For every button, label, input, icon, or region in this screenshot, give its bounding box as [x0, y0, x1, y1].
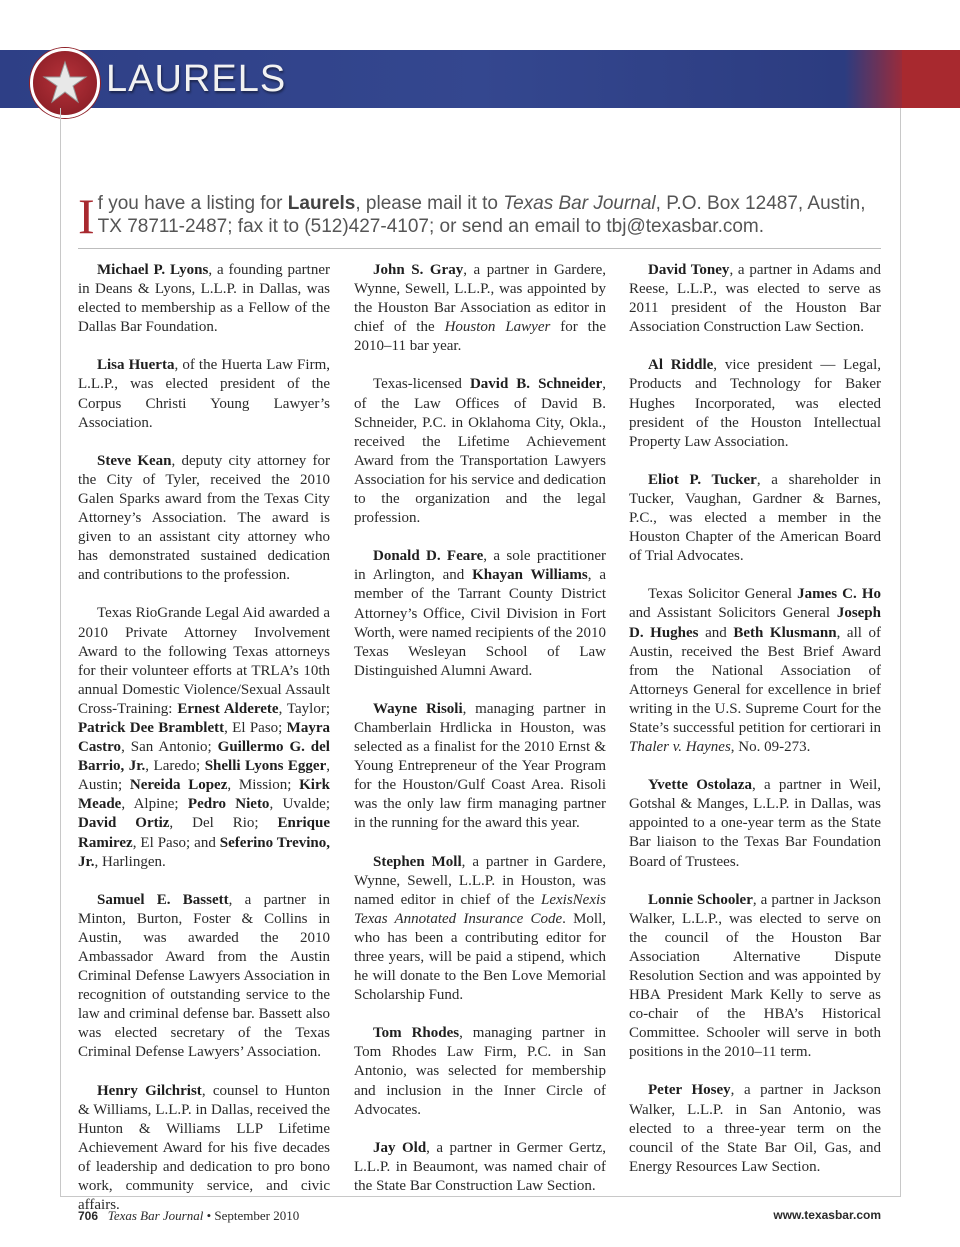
intro-text-3: , P.O. Box 12487, Austin, TX 78711-2487; fax it to (512)427-4107; or send an email to tbj@texasbar.com.	[97, 193, 866, 237]
item-text: Texas-licensed	[373, 376, 470, 393]
person-name: Enrique Ramirez	[78, 815, 330, 851]
person-name: Kirk Meade	[78, 777, 330, 813]
drop-cap: I	[78, 188, 95, 244]
person-name: Jay Old	[373, 1139, 427, 1156]
person-name: Khayan Williams	[472, 567, 588, 584]
footer-separator: •	[203, 1208, 215, 1223]
item-text: , vice president — Legal, Products and Technology for Baker Hughes Incorporated, was elected president of the Houston Intellectual Property Law Association.	[629, 357, 881, 450]
star-seal-icon	[30, 48, 100, 118]
intro-bold: Laurels	[287, 193, 356, 214]
person-name: Eliot P. Tucker	[648, 471, 757, 488]
person-name: Al Riddle	[648, 357, 714, 374]
item-text: and Assistant Solicitors General	[629, 605, 837, 622]
person-name: Nereida Lopez	[129, 777, 228, 794]
person-name: Lisa Huerta	[97, 357, 175, 374]
footer-left	[78, 1208, 299, 1224]
footer-date: September 2010	[214, 1208, 300, 1223]
laurel-item	[354, 547, 606, 681]
page-number: 706	[78, 1209, 99, 1223]
item-text: , Uvalde;	[269, 796, 330, 813]
person-name: Mayra Castro	[78, 719, 330, 756]
footer-journal: Texas Bar Journal	[107, 1208, 204, 1223]
person-name: David B. Schneider	[469, 376, 603, 393]
person-name: Tom Rhodes	[373, 1025, 460, 1042]
item-text: , a partner in Jackson Walker, L.L.P. in San Antonio, was elected to a three-year term on the council of the State Bar Oil, Gas, and Energy Resources Law Section.	[629, 1082, 881, 1175]
laurel-item	[78, 452, 330, 586]
laurel-item	[629, 261, 881, 337]
laurel-item	[629, 356, 881, 451]
item-text: , a founding partner in Deans & Lyons, L.L.P. in Dallas, was elected to membership as a Fellow of the Dallas Bar Foundation.	[78, 262, 330, 336]
intro-text-2: , please mail it to	[355, 193, 504, 214]
person-name: John S. Gray	[373, 262, 464, 278]
item-text: , Laredo;	[145, 758, 205, 775]
person-name: Seferino Trevino, Jr.	[78, 834, 331, 870]
laurel-item	[78, 891, 330, 1063]
person-name: Ernest Alderete	[177, 700, 279, 717]
laurel-item	[354, 375, 606, 528]
section-title: LAURELS	[106, 58, 287, 100]
item-text: , Austin;	[78, 758, 330, 794]
item-text: , Del Rio;	[169, 815, 278, 832]
column-2	[354, 261, 606, 1215]
item-text: and	[698, 624, 734, 641]
item-text: , all of Austin, received the Best Brief Award from the National Association of Attorneys General for excellence in brief writing in the U.S. Supreme Court for the State’s successful petition for certiorari in	[629, 624, 881, 736]
person-name: Michael P. Lyons	[97, 262, 209, 278]
person-name: Samuel E. Bassett	[97, 891, 229, 908]
laurel-item	[354, 700, 606, 834]
italic-title: Houston Lawyer	[444, 319, 551, 336]
item-text: , of the Huerta Law Firm, L.L.P., was elected president of the Corpus Christi Young Lawyer’s Association.	[78, 357, 330, 431]
item-text: , a partner in Weil, Gotshal & Manges, L.L.P. in Dallas, was appointed to a one-year term as the State Bar liaison to the Texas Bar Foundation Board of Trustees.	[629, 777, 881, 870]
item-text: , Taylor;	[278, 700, 330, 717]
laurel-item	[78, 604, 330, 871]
header-banner	[0, 50, 960, 108]
person-name: Joseph D. Hughes	[629, 605, 881, 641]
person-name: Shelli Lyons Egger	[204, 758, 327, 775]
item-text: Texas Solicitor General	[648, 586, 798, 603]
laurel-item	[354, 853, 606, 1006]
laurel-item	[629, 471, 881, 566]
person-name: James C. Ho	[797, 586, 881, 603]
person-name: Steve Kean	[97, 452, 172, 469]
intro-paragraph	[78, 188, 884, 244]
item-text: , counsel to Hunton & Williams, L.L.P. in Dallas, received the Hunton & Williams LLP Lifetime Achievement Award for his five decades of leadership and dedication to pro bono work, community service, and civic affairs.	[78, 1082, 330, 1214]
column-3	[629, 261, 881, 1196]
italic-title: LexisNexis Texas Annotated Insurance Code	[354, 891, 606, 927]
person-name: Guillermo G. del Barrio, Jr.	[78, 739, 330, 775]
item-text: , managing partner in Chamberlain Hrdlicka in Houston, was selected as a finalist for the 2010 Ernst & Young Entrepreneur of the Year Program for the Houston/Gulf Coast Area. Risoli was the only law firm managing partner in the running for the award this year.	[354, 700, 606, 832]
laurel-item	[629, 776, 881, 871]
banner-red-block	[902, 50, 960, 108]
laurel-item	[629, 891, 881, 1063]
intro-text-1: f you have a listing for	[97, 193, 288, 214]
item-text: , El Paso; and	[132, 834, 220, 851]
italic-title: Thaler v. Haynes	[629, 739, 731, 756]
item-text: , a shareholder in Tucker, Vaughan, Gardner & Barnes, P.C., was elected a member in the Houston Chapter of the American Board of Trial Advocates.	[629, 471, 881, 565]
item-text: , a partner in Minton, Burton, Foster & Collins in Austin, was awarded the 2010 Ambassador Award from the Austin Criminal Defense Lawyers Association in recognition of outstanding service to the law and criminal defense bar. Bassett also was elected secretary of the Texas Criminal Defense Lawyers’ Association.	[78, 891, 330, 1061]
item-text: Texas RioGrande Legal Aid awarded a 2010 Private Attorney Involvement Award to the following Texas attorneys for their volunteer efforts at TRLA’s 10th annual Domestic Violence/Sexual Assault Cross-Training:	[78, 605, 330, 717]
item-text: , a partner in Gardere, Wynne, Sewell, L.L.P., was appointed by the Houston Bar Association as editor in chief of the	[354, 262, 606, 336]
item-text: , El Paso;	[224, 719, 287, 736]
item-text: , No. 09-273.	[730, 739, 811, 756]
item-text: , Mission;	[227, 777, 300, 794]
item-text: . Moll, who has been a contributing editor for three years, will be paid a stipend, which he will donate to the Ben Love Memorial Scholarship Fund.	[354, 910, 606, 1004]
laurel-item	[78, 356, 330, 432]
item-text: , a partner in Germer Gertz, L.L.P. in Beaumont, was named chair of the State Bar Construction Law Section.	[354, 1139, 606, 1194]
person-name: Stephen Moll	[373, 853, 462, 870]
laurel-item	[78, 261, 330, 337]
laurel-item	[629, 585, 881, 757]
footer-url: www.texasbar.com	[773, 1208, 881, 1222]
item-text: , San Antonio;	[121, 739, 218, 756]
item-text: , managing partner in Tom Rhodes Law Firm, P.C. in San Antonio, was selected for membership and inclusion in the Inner Circle of Advocates.	[354, 1025, 606, 1118]
item-text: , a member of the Tarrant County District Attorney’s Office, Civil Division in Fort Worth, were named recipients of the 2010 Texas Wesleyan School of Law Distinguished Alumni Award.	[354, 567, 606, 679]
person-name: Yvette Ostolaza	[648, 777, 753, 794]
laurel-item	[354, 1139, 606, 1196]
item-text: , a partner in Gardere, Wynne, Sewell, L.L.P. in Houston, was named editor in chief of the	[354, 853, 606, 908]
person-name: Peter Hosey	[648, 1082, 731, 1099]
laurel-item	[78, 1082, 330, 1216]
item-text: , deputy city attorney for the City of Tyler, received the 2010 Galen Sparks award from the Texas City Attorney’s Association. The award is given to an assistant city attorney who has demonstrated sustained dedication and contributions to the profession.	[78, 452, 330, 584]
intro-divider	[78, 248, 881, 249]
laurel-item	[354, 261, 606, 356]
person-name: Beth Klusmann	[733, 624, 837, 641]
frame-left-line	[60, 108, 61, 1196]
laurel-item	[629, 1081, 881, 1176]
intro-italic: Texas Bar Journal	[503, 193, 656, 214]
item-text: , a partner in Jackson Walker, L.L.P., was elected to serve on the council of the Houston Bar Association Alternative Dispute Resolution Section and was appointed by HBA President Mark Kelly to serve as co-chair of the HBA’s Historical Committee. Schooler will serve in both positions in the 2010–11 term.	[629, 891, 882, 1061]
frame-right-line	[900, 108, 901, 1196]
person-name: Lonnie Schooler	[648, 891, 753, 908]
item-text: , a partner in Adams and Reese, L.L.P., was elected to serve as 2011 president of the Houston Bar Association Construction Law Section.	[629, 262, 881, 336]
column-1	[78, 261, 330, 1234]
item-text: , Alpine;	[121, 796, 188, 813]
item-text: for the 2010–11 bar year.	[354, 319, 606, 355]
laurel-item	[354, 1024, 606, 1119]
item-text: , a sole practitioner in Arlington, and	[354, 548, 606, 584]
item-text: , of the Law Offices of David B. Schneider, P.C. in Oklahoma City, Okla., received the Lifetime Achievement Award from the Transportation Lawyers Association for his service and dedication to the organization and the legal profession.	[354, 376, 606, 527]
person-name: David Ortiz	[78, 815, 170, 832]
person-name: Wayne Risoli	[373, 700, 463, 717]
person-name: Pedro Nieto	[187, 796, 270, 813]
person-name: Donald D. Feare	[373, 548, 484, 565]
person-name: Henry Gilchrist	[97, 1082, 202, 1099]
person-name: Patrick Dee Bramblett	[78, 719, 225, 736]
person-name: David Toney	[648, 262, 730, 278]
item-text: , Harlingen.	[94, 853, 166, 870]
